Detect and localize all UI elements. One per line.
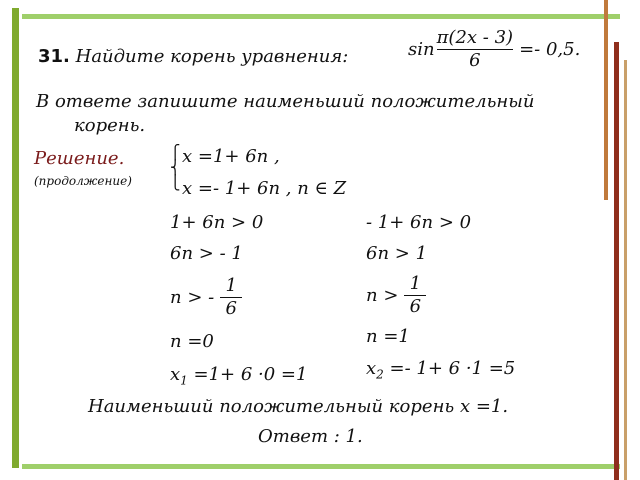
right-fraction-num: 1 bbox=[409, 273, 422, 294]
equation-denominator: 6 bbox=[469, 50, 481, 71]
right-ineq3-prefix: n > bbox=[366, 285, 399, 306]
right-fraction bbox=[404, 274, 426, 317]
problem-text: Найдите корень уравнения: bbox=[75, 46, 349, 67]
system-line-1: x =1+ 6n , bbox=[182, 146, 280, 167]
system-line-2: x =- 1+ 6n , n ∈ Z bbox=[182, 178, 347, 199]
x1-expression: =1+ 6 ·0 =1 bbox=[187, 364, 308, 385]
x1-subscript: 1 bbox=[180, 373, 188, 388]
equation-rhs: =- 0,5. bbox=[519, 39, 581, 60]
left-ineq3-prefix: n > - bbox=[170, 287, 215, 308]
solution-label: Решение. bbox=[34, 148, 125, 169]
right-accent-bar-2 bbox=[614, 42, 619, 480]
problem-number: 31. bbox=[38, 46, 70, 67]
left-inequality-3 bbox=[170, 276, 242, 319]
x2-expression: =- 1+ 6 ·1 =5 bbox=[383, 358, 516, 379]
left-n-value: n =0 bbox=[170, 331, 214, 352]
x1-label: x bbox=[170, 364, 181, 385]
problem-statement bbox=[38, 46, 348, 67]
top-accent-bar bbox=[22, 14, 620, 19]
right-accent-bar-1 bbox=[604, 0, 608, 200]
bottom-accent-bar bbox=[22, 464, 620, 469]
conclusion: Наименьший положительный корень x =1. bbox=[88, 396, 509, 417]
left-x1-line bbox=[170, 364, 307, 388]
left-fraction bbox=[220, 276, 242, 319]
left-fraction-num: 1 bbox=[225, 275, 237, 296]
instruction-line-2: корень. bbox=[74, 115, 146, 136]
problem-equation bbox=[408, 28, 580, 71]
right-inequality-1: - 1+ 6n > 0 bbox=[366, 212, 472, 233]
right-n-value: n =1 bbox=[366, 326, 410, 347]
right-accent-bar-3 bbox=[624, 60, 627, 480]
system-brace: ⎧ ⎨ ⎩ bbox=[170, 145, 181, 191]
equation-numerator: π(2x - 3) bbox=[436, 27, 514, 48]
x2-subscript: 2 bbox=[376, 367, 384, 382]
equation-sin: sin bbox=[408, 39, 435, 60]
instruction bbox=[36, 90, 535, 138]
solution-sublabel: (продолжение) bbox=[34, 174, 132, 188]
right-inequality-3 bbox=[366, 274, 426, 317]
left-inequality-1: 1+ 6n > 0 bbox=[170, 212, 264, 233]
right-x2-line bbox=[366, 358, 515, 382]
equation-fraction bbox=[437, 28, 513, 71]
right-fraction-den: 6 bbox=[409, 296, 422, 317]
left-accent-bar bbox=[12, 8, 19, 468]
x2-label: x bbox=[366, 358, 377, 379]
answer: Ответ : 1. bbox=[258, 426, 363, 447]
instruction-line-1: В ответе запишите наименьший положительный bbox=[36, 91, 535, 112]
right-inequality-2: 6n > 1 bbox=[366, 243, 428, 264]
left-fraction-den: 6 bbox=[225, 298, 237, 319]
left-inequality-2: 6n > - 1 bbox=[170, 243, 243, 264]
